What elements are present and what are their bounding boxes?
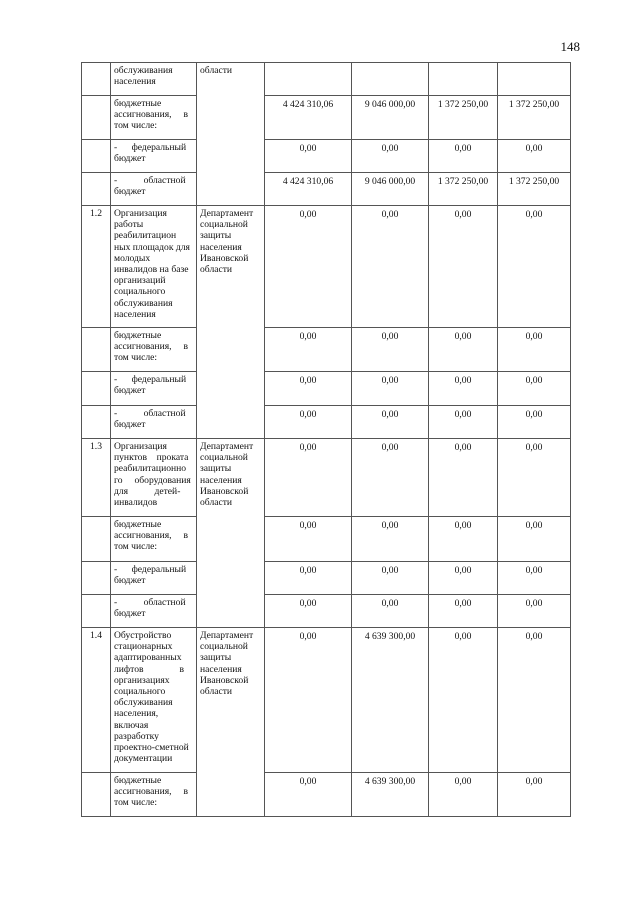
description-line: ассигнования, в xyxy=(114,341,189,353)
value-2019 xyxy=(265,562,352,595)
value-2019 xyxy=(265,173,352,206)
value-2019 xyxy=(265,628,352,773)
table-row xyxy=(82,517,571,562)
description-line: инвалидов на базе xyxy=(114,264,189,276)
value-2022 xyxy=(498,173,571,206)
description-line: - областной xyxy=(114,175,186,186)
value-text: 0,00 xyxy=(454,409,472,420)
value-2019 xyxy=(265,96,352,140)
table-row xyxy=(82,628,571,773)
description-line: бюджетные xyxy=(114,519,162,530)
value-2019 xyxy=(265,773,352,817)
value-text: 0,00 xyxy=(299,409,317,420)
value-text: 0,00 xyxy=(454,776,472,787)
description-line: реабилитационно xyxy=(114,463,187,475)
value-2022 xyxy=(498,406,571,439)
description-line: социального xyxy=(114,286,166,298)
value-2022 xyxy=(498,96,571,140)
value-text: 1 372 250,00 xyxy=(508,99,560,110)
description-line: Организация xyxy=(114,441,167,452)
row-index xyxy=(82,773,111,817)
value-text: 0,00 xyxy=(525,776,543,787)
description-line: бюджетные xyxy=(114,775,162,786)
row-description xyxy=(111,206,197,328)
value-2021 xyxy=(429,628,498,773)
value-2022 xyxy=(498,628,571,773)
value-2019 xyxy=(265,439,352,517)
value-2020 xyxy=(352,328,429,372)
value-2020 xyxy=(352,562,429,595)
value-2019 xyxy=(265,406,352,439)
row-index xyxy=(82,406,111,439)
description-line: - федеральный xyxy=(114,142,187,153)
table-row xyxy=(82,773,571,817)
value-2021 xyxy=(429,206,498,328)
description-line: ассигнования, в xyxy=(114,109,189,121)
description-line: Организация xyxy=(114,208,167,219)
value-2020 xyxy=(352,372,429,406)
table-row xyxy=(82,63,571,96)
description-line: работы xyxy=(114,219,144,231)
description-line: социального xyxy=(114,686,166,698)
value-2022 xyxy=(498,439,571,517)
description-line: разработку xyxy=(114,730,159,742)
description-line: том числе: xyxy=(114,797,158,809)
executor-cell: Департамент социальной защиты населения Ивановской области xyxy=(197,206,265,439)
value-2022 xyxy=(498,773,571,817)
value-text: 0,00 xyxy=(381,209,399,220)
value-text: 0,00 xyxy=(299,520,317,531)
description-line: лифтов в xyxy=(114,663,185,675)
description-line: бюджет xyxy=(114,608,146,620)
value-text: 4 639 300,00 xyxy=(364,631,416,642)
description-line: организаций xyxy=(114,275,166,287)
description-line: обслуживания xyxy=(114,697,173,709)
value-text: 1 372 250,00 xyxy=(437,99,489,110)
value-text: 0,00 xyxy=(381,442,399,453)
value-2022 xyxy=(498,140,571,173)
row-description xyxy=(111,773,197,817)
value-text: 0,00 xyxy=(299,565,317,576)
row-description xyxy=(111,328,197,372)
description-line: включая xyxy=(114,719,149,731)
description-line: обслуживания xyxy=(114,297,173,309)
value-text: 0,00 xyxy=(381,143,399,154)
value-text xyxy=(355,65,425,66)
value-2020 xyxy=(352,63,429,96)
row-index: 1.4 xyxy=(82,628,111,773)
executor-cell: области xyxy=(197,63,265,206)
row-description xyxy=(111,372,197,406)
budget-table xyxy=(81,62,571,817)
value-2021 xyxy=(429,517,498,562)
description-line: проектно-сметной xyxy=(114,742,189,754)
table-row xyxy=(82,595,571,628)
row-index xyxy=(82,63,111,96)
value-2020 xyxy=(352,96,429,140)
row-index xyxy=(82,173,111,206)
value-text: 0,00 xyxy=(299,442,317,453)
value-text: 1 372 250,00 xyxy=(508,176,560,187)
value-2019 xyxy=(265,328,352,372)
value-text: 9 046 000,00 xyxy=(364,99,416,110)
description-line: для детей- xyxy=(114,485,181,497)
value-2019 xyxy=(265,517,352,562)
value-text: 0,00 xyxy=(381,598,399,609)
table-row xyxy=(82,406,571,439)
row-description xyxy=(111,562,197,595)
value-2022 xyxy=(498,63,571,96)
description-line: го оборудования xyxy=(114,474,191,486)
description-line: адаптированных xyxy=(114,652,182,664)
value-2019 xyxy=(265,140,352,173)
value-text: 4 424 310,06 xyxy=(282,99,334,110)
value-2019 xyxy=(265,595,352,628)
value-2021 xyxy=(429,173,498,206)
value-2019 xyxy=(265,63,352,96)
value-2022 xyxy=(498,595,571,628)
value-text: 0,00 xyxy=(525,409,543,420)
row-description xyxy=(111,628,197,773)
value-2020 xyxy=(352,140,429,173)
row-index xyxy=(82,140,111,173)
value-2022 xyxy=(498,328,571,372)
value-text: 0,00 xyxy=(381,375,399,386)
value-text: 0,00 xyxy=(525,209,543,220)
value-2022 xyxy=(498,206,571,328)
row-description xyxy=(111,96,197,140)
description-line: населения xyxy=(114,76,156,88)
value-2021 xyxy=(429,595,498,628)
value-text: 0,00 xyxy=(525,331,543,342)
description-line: молодых xyxy=(114,252,151,264)
value-text: 0,00 xyxy=(525,143,543,154)
value-2021 xyxy=(429,562,498,595)
description-line: бюджетные xyxy=(114,330,162,341)
table-row xyxy=(82,562,571,595)
table-row xyxy=(82,140,571,173)
value-2022 xyxy=(498,517,571,562)
table-row xyxy=(82,328,571,372)
description-line: населения xyxy=(114,308,156,320)
value-2021 xyxy=(429,96,498,140)
row-description xyxy=(111,63,197,96)
description-line: - областной xyxy=(114,597,186,608)
value-text: 0,00 xyxy=(454,598,472,609)
table-row xyxy=(82,173,571,206)
executor-cell: Департамент социальной защиты населения Ивановской области xyxy=(197,439,265,628)
value-text: 0,00 xyxy=(454,143,472,154)
value-text: 0,00 xyxy=(525,520,543,531)
value-text: 0,00 xyxy=(299,375,317,386)
value-2021 xyxy=(429,773,498,817)
description-line: ассигнования, в xyxy=(114,530,189,542)
value-text: 0,00 xyxy=(381,409,399,420)
row-description xyxy=(111,173,197,206)
row-description xyxy=(111,439,197,517)
value-text: 0,00 xyxy=(454,331,472,342)
description-line: населения, xyxy=(114,708,159,720)
value-text: 0,00 xyxy=(381,520,399,531)
value-2021 xyxy=(429,63,498,96)
value-2020 xyxy=(352,595,429,628)
description-line: бюджет xyxy=(114,419,146,431)
row-index xyxy=(82,517,111,562)
value-text: 9 046 000,00 xyxy=(364,176,416,187)
value-text: 0,00 xyxy=(299,776,317,787)
description-line: - областной xyxy=(114,408,186,419)
value-text: 0,00 xyxy=(454,631,472,642)
value-2022 xyxy=(498,372,571,406)
description-line: ассигнования, в xyxy=(114,786,189,798)
value-text: 0,00 xyxy=(525,442,543,453)
description-line: ных площадок для xyxy=(114,241,190,253)
value-text: 0,00 xyxy=(299,209,317,220)
value-text: 0,00 xyxy=(299,143,317,154)
description-line: том числе: xyxy=(114,541,158,553)
value-text: 0,00 xyxy=(525,631,543,642)
row-index xyxy=(82,96,111,140)
value-text: 4 424 310,06 xyxy=(282,176,334,187)
description-line: стационарных xyxy=(114,641,173,653)
value-2019 xyxy=(265,372,352,406)
row-index xyxy=(82,595,111,628)
value-2020 xyxy=(352,206,429,328)
value-text: 0,00 xyxy=(381,331,399,342)
value-2021 xyxy=(429,372,498,406)
value-2021 xyxy=(429,140,498,173)
value-text: 0,00 xyxy=(454,442,472,453)
table-row xyxy=(82,96,571,140)
description-line: бюджет xyxy=(114,153,146,165)
value-2020 xyxy=(352,173,429,206)
value-2020 xyxy=(352,517,429,562)
value-text: 0,00 xyxy=(454,209,472,220)
value-text: 4 639 300,00 xyxy=(364,776,416,787)
table-row xyxy=(82,206,571,328)
description-line: бюджет xyxy=(114,575,146,587)
executor-cell: Департамент социальной защиты населения Ивановской области xyxy=(197,628,265,817)
table-body xyxy=(82,63,571,817)
row-index: 1.3 xyxy=(82,439,111,517)
row-description xyxy=(111,406,197,439)
row-description xyxy=(111,595,197,628)
page-number: 148 xyxy=(560,39,580,54)
description-line: - федеральный xyxy=(114,374,187,385)
value-text xyxy=(501,65,567,66)
table-row xyxy=(82,439,571,517)
description-line: инвалидов xyxy=(114,497,158,509)
row-index xyxy=(82,562,111,595)
description-line: бюджетные xyxy=(114,98,162,109)
row-description xyxy=(111,517,197,562)
table-row xyxy=(82,372,571,406)
description-line: Обустройство xyxy=(114,630,172,641)
value-2019 xyxy=(265,206,352,328)
description-line: обслуживания xyxy=(114,65,173,76)
value-text: 0,00 xyxy=(381,565,399,576)
description-line: пунктов проката xyxy=(114,452,189,464)
value-text xyxy=(268,65,348,66)
row-index xyxy=(82,372,111,406)
value-text: 0,00 xyxy=(525,598,543,609)
value-text: 0,00 xyxy=(454,520,472,531)
value-text xyxy=(432,65,494,66)
row-description xyxy=(111,140,197,173)
value-2021 xyxy=(429,328,498,372)
value-2022 xyxy=(498,562,571,595)
description-line: бюджет xyxy=(114,385,146,397)
value-2020 xyxy=(352,406,429,439)
description-line: реабилитацион xyxy=(114,230,177,242)
description-line: организациях xyxy=(114,674,170,686)
value-text: 0,00 xyxy=(299,331,317,342)
value-text: 1 372 250,00 xyxy=(437,176,489,187)
value-text: 0,00 xyxy=(525,375,543,386)
description-line: том числе: xyxy=(114,120,158,132)
description-line: - федеральный xyxy=(114,564,187,575)
value-2021 xyxy=(429,406,498,439)
value-text: 0,00 xyxy=(299,631,317,642)
value-2020 xyxy=(352,773,429,817)
value-text: 0,00 xyxy=(525,565,543,576)
row-index: 1.2 xyxy=(82,206,111,328)
value-2021 xyxy=(429,439,498,517)
value-text: 0,00 xyxy=(299,598,317,609)
description-line: документации xyxy=(114,753,173,765)
row-index xyxy=(82,328,111,372)
description-line: том числе: xyxy=(114,352,158,364)
value-2020 xyxy=(352,439,429,517)
value-text: 0,00 xyxy=(454,375,472,386)
value-2020 xyxy=(352,628,429,773)
value-text: 0,00 xyxy=(454,565,472,576)
description-line: бюджет xyxy=(114,186,146,198)
